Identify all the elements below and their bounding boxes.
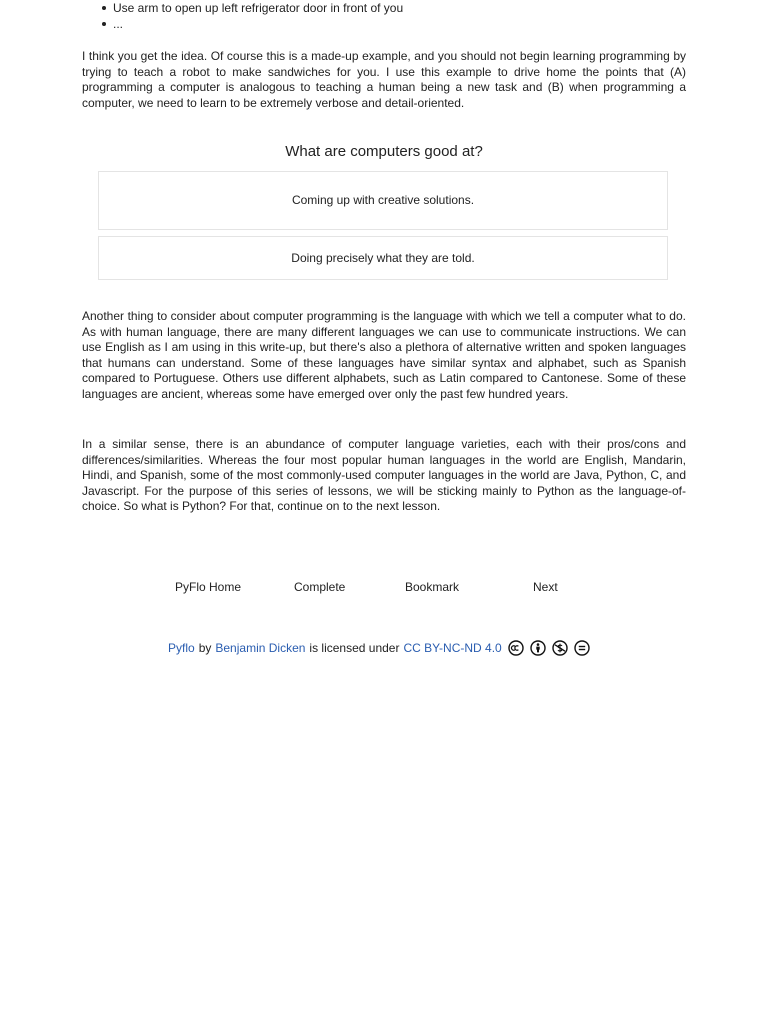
lesson-content: [82, 0, 686, 513]
complete-button[interactable]: Complete: [294, 580, 346, 594]
pyflo-home-link[interactable]: PyFlo Home: [175, 580, 242, 594]
pyflo-link[interactable]: Pyflo: [168, 641, 195, 655]
paragraph-intro-summary: I think you get the idea. Of course this is a made-up example, and you should not begin learning programming by trying to teach a robot to make sandwiches for you. I use this example to drive home the points that (A) programming a computer is analogous to teaching a human being a new task and (B) when programming a computer, we need to learn to be extremely verbose and detail-oriented.: [82, 49, 686, 110]
nc-no-dollar-icon: [552, 640, 568, 656]
quiz-option-precise[interactable]: Doing precisely what they are told.: [98, 236, 668, 280]
author-link[interactable]: Benjamin Dicken: [215, 641, 306, 655]
nd-equals-icon: [574, 640, 590, 656]
license-icons: [508, 640, 590, 656]
license-text: is licensed under: [309, 641, 400, 655]
paragraph-computer-languages: In a similar sense, there is an abundance of computer language varieties, each with their pros/cons and differences/similarities. Whereas the four most popular human languages in the world are English, Mandarin, Hindi, and Spanish, some of the most commonly-used computer languages in the world are Java, Python, C, and Javascript. For the purpose of this series of lessons, we will be sticking mainly to Python as the language-of-choice. So what is Python? For that, continue on to the next lesson.: [82, 437, 686, 513]
quiz-option-creative[interactable]: Coming up with creative solutions.: [98, 171, 668, 230]
quiz-question: What are computers good at?: [285, 143, 483, 160]
lesson-nav: [0, 578, 768, 596]
cc-icon: [508, 640, 524, 656]
bookmark-button[interactable]: Bookmark: [405, 580, 460, 594]
license-link[interactable]: CC BY-NC-ND 4.0: [403, 641, 502, 655]
list-item: Use arm to open up left refrigerator door in front of you: [113, 0, 686, 16]
paragraph-languages: Another thing to consider about computer programming is the language with which we tell a computer what to do. As with human language, there are many different languages we can use to communicate instructions. We can use English as I am using in this write-up, but there's also a plethora of alternative written and spoken languages that humans can understand. Some of these languages have similar syntax and alphabet, such as Spanish compared to Portuguese. Others use different alphabets, such as Latin compared to Cantonese. Some of these languages are ancient, whereas some have emerged over only the past few hundred years.: [82, 309, 686, 401]
by-person-icon: [530, 640, 546, 656]
list-item: ...: [113, 16, 686, 32]
license-by-text: by: [198, 641, 212, 655]
next-lesson-link[interactable]: Next: [533, 580, 558, 594]
license-footer: [168, 639, 590, 657]
steps-list: [82, 0, 686, 32]
